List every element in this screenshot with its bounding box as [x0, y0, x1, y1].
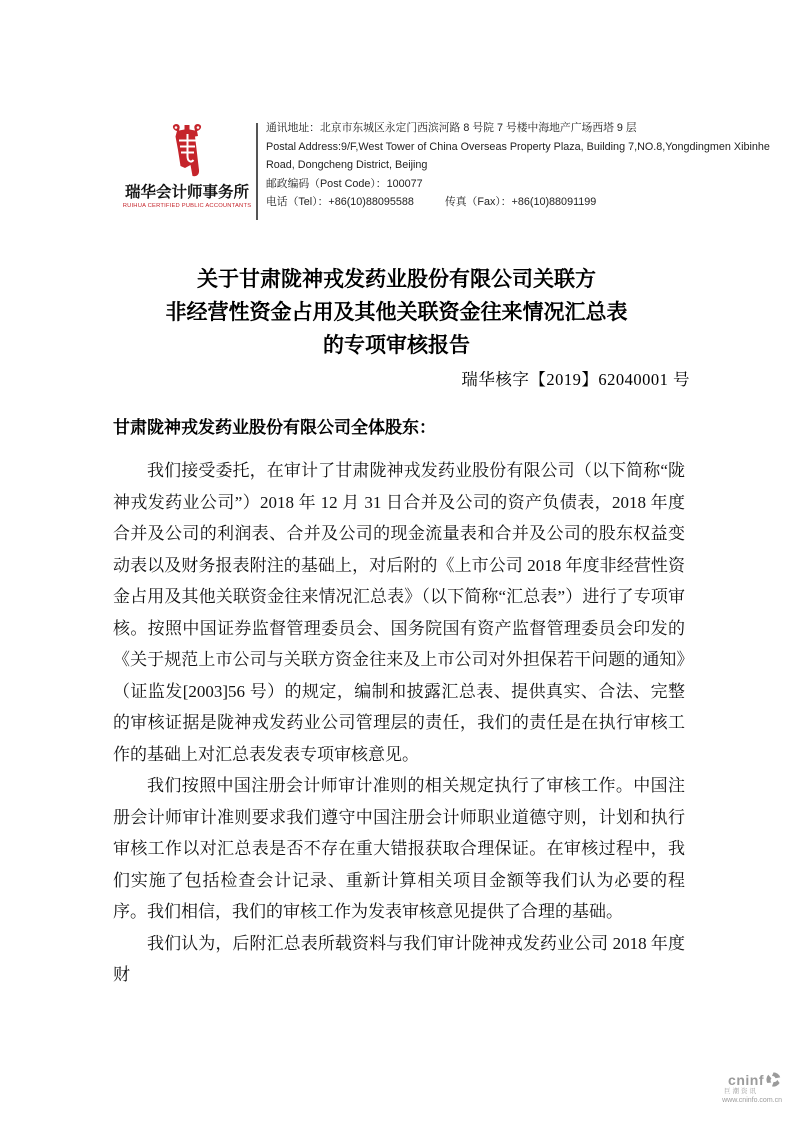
doc-number: 瑞华核字【2019】62040001 号 [461, 370, 690, 389]
ruihua-seal-icon [169, 124, 205, 181]
contact-address-cn: 通讯地址：北京市东城区永定门西滨河路 8 号院 7 号楼中海地产广场西塔 9 层 [266, 122, 637, 134]
cninfo-logo-row [714, 1071, 782, 1088]
letterhead-divider [256, 123, 258, 220]
cninfo-name-cn: 巨潮资讯 [724, 1088, 758, 1095]
letterhead-logo [121, 124, 253, 210]
firm-name-en: RUIHUA CERTIFIED PUBLIC ACCOUNTANTS [122, 203, 252, 209]
cninfo-swirl-icon [765, 1071, 782, 1088]
report-title-line1: 关于甘肃陇神戎发药业股份有限公司关联方 [197, 268, 596, 291]
cninfo-url: www.cninfo.com.cn [722, 1097, 782, 1104]
contact-fax: 传真（Fax）：+86(10)88091199 [444, 196, 597, 208]
contact-block [266, 119, 770, 212]
contact-postcode: 邮政编码（Post Code）：100077 [266, 177, 423, 190]
report-title [0, 263, 793, 362]
contact-address-en-2: Road, Dongcheng District, Beijing [266, 159, 428, 171]
report-body [113, 455, 685, 991]
salutation: 甘肃陇神戎发药业股份有限公司全体股东： [113, 418, 436, 437]
paragraph-opinion: 我们认为，后附汇总表所载资料与我们审计陇神戎发药业公司 2018 年度财 [113, 933, 685, 984]
report-title-line2: 非经营性资金占用及其他关联资金往来情况汇总表 [165, 301, 628, 324]
contact-address-en-1: Postal Address:9/F,West Tower of China Overseas Property Plaza, Building 7,NO.8,Yongdingmen Xibinhe [266, 140, 770, 153]
contact-tel: 电话（Tel）：+86(10)88095588 [266, 196, 414, 208]
cninfo-logo-text: cninf [728, 1071, 764, 1088]
contact-tel-fax [266, 193, 736, 212]
firm-name-cn: 瑞华会计师事务所 [124, 184, 249, 201]
paragraph-scope: 我们接受委托，在审计了甘肃陇神戎发药业股份有限公司（以下简称“陇神戎发药业公司”）2018 年 12 月 31 日合并及公司的资产负债表，2018 年度合并及公司的利润表、合并及公司的现金流量表和合并及公司的股东权益变动表以及财务报表附注的基础上，对后附的《上市公司 2018 年度非经营性资金占用及其他关联资金往来情况汇总表》（以下简称“汇总表”）进行了专项审核。按照中国证券监督管理委员会、国务院国有资产监督管理委员会印发的《关于规范上市公司与关联方资金往来及上市公司对外担保若干问题的通知》（证监发[2003]56 号）的规定，编制和披露汇总表、提供真实、合法、完整的审核证据是陇神戎发药业公司管理层的责任，我们的责任是在执行审核工作的基础上对汇总表发表专项审核意见。 [113, 461, 685, 764]
cninfo-watermark [714, 1071, 782, 1105]
report-title-line3: 的专项审核报告 [323, 334, 470, 357]
paragraph-procedures: 我们按照中国注册会计师审计准则的相关规定执行了审核工作。中国注册会计师审计准则要求我们遵守中国注册会计师职业道德守则，计划和执行审核工作以对汇总表是否不存在重大错报获取合理保证。在审核过程中，我们实施了包括检查会计记录、重新计算相关项目金额等我们认为必要的程序。我们相信，我们的审核工作为发表审核意见提供了合理的基础。 [113, 776, 685, 921]
